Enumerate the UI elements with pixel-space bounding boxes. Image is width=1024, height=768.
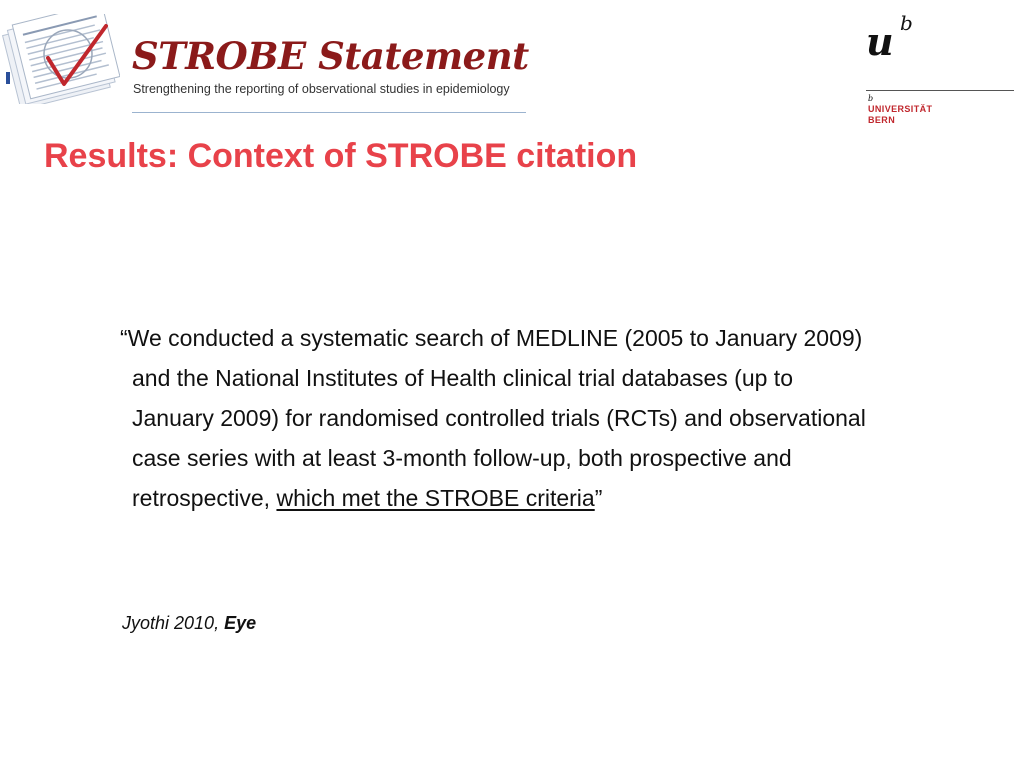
citation-author-year: Jyothi 2010, <box>122 613 225 633</box>
quote-underlined-phrase: which met the STROBE criteria <box>276 485 595 511</box>
citation <box>122 610 256 636</box>
quote-body: We conducted a systematic search of MEDLINE (2005 to January 2009) and the National Institutes of Health clinical trial databases (up to January 2009) for randomised controlled trials (RCTs) and observational case series with at least 3-month follow-up, both prospective and retrospective, <box>127 325 866 511</box>
university-city: BERN <box>868 115 896 125</box>
slide-title: Results: Context of STROBE citation <box>44 137 638 175</box>
logo-mark-u: u <box>866 19 894 64</box>
citation-journal: Eye <box>224 613 257 633</box>
checkmark-paper-stack-icon <box>2 14 120 104</box>
university-bern-logo <box>862 8 1014 128</box>
quote-text <box>120 318 872 518</box>
quote-open-mark: “ <box>120 325 128 351</box>
strobe-subtitle: Strengthening the reporting of observational studies in epidemiology <box>133 82 510 96</box>
strobe-header <box>0 8 540 118</box>
logo-small-b: b <box>868 94 874 103</box>
header-divider <box>132 112 526 113</box>
strobe-title: STROBE Statement <box>132 34 529 78</box>
logo-mark-b: b <box>900 11 913 35</box>
logo-divider <box>866 90 1014 91</box>
university-name: UNIVERSITÄT <box>868 104 933 114</box>
quote-close-mark: ” <box>594 485 603 511</box>
